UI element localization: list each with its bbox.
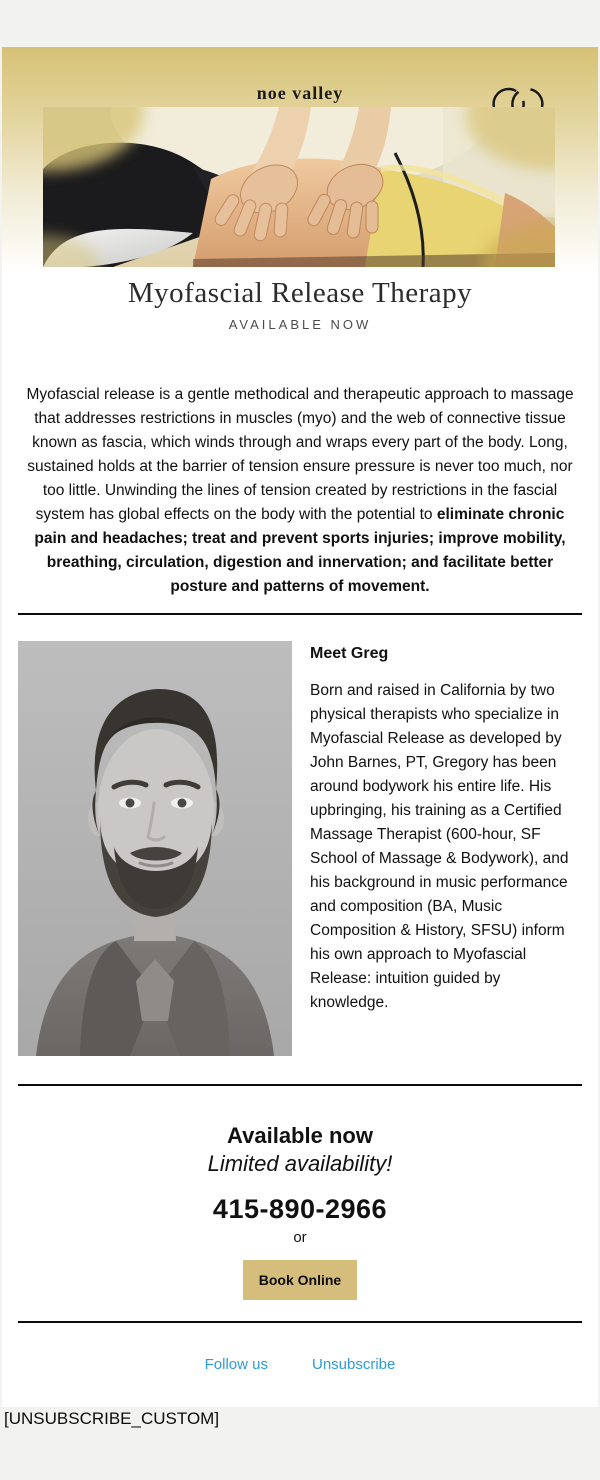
limited-availability-text: Limited availability! (207, 1151, 393, 1176)
book-online-row (2, 1260, 598, 1300)
greg-portrait-photo (18, 641, 292, 1056)
meet-greg-bio: Born and raised in California by two physical therapists who specialize in Myofascial Release as developed by John Barnes, PT, Gregory has been around bodywork his entire life. His upbringing, his training as a Certified Massage Therapist (600-hour, SF School of Massage & Bodywork), and his background in music performance and composition (BA, Music Composition & History, SFSU) inform his own approach to Myofascial Release: intuition guided by knowledge. (310, 682, 569, 1011)
footer-links (2, 1356, 598, 1373)
brand-name: noe valley (256, 83, 344, 103)
unsubscribe-link[interactable]: Unsubscribe (311, 1356, 396, 1373)
page-title: Myofascial Release Therapy (127, 277, 473, 309)
divider (18, 1084, 582, 1086)
intro-text-bold: eliminate chronic pain and headaches; treat and prevent sports injuries; improve mobility, breathing, circulation, digestion and innervation; and facilitate better posture and patterns of movement. (34, 505, 566, 595)
phone-number: 415-890-2966 (212, 1194, 388, 1224)
divider (18, 613, 582, 615)
meet-greg-heading: Meet Greg (310, 645, 389, 662)
massage-photo (43, 107, 555, 267)
or-label: or (293, 1229, 307, 1246)
book-online-button[interactable]: Book Online (243, 1260, 357, 1300)
email-container (2, 47, 598, 1407)
unsubscribe-custom-token: [UNSUBSCRIBE_CUSTOM] (4, 1409, 220, 1428)
divider (18, 1321, 582, 1323)
intro-paragraph (24, 383, 576, 599)
header-banner (2, 47, 598, 275)
available-now-text: Available now (227, 1123, 373, 1148)
intro-text-normal: Myofascial release is a gentle methodical and therapeutic approach to massage that addresses restrictions in muscles (myo) and the web of connective tissue known as fascia, which winds through and wraps every part of the body. Long, sustained holds at the barrier of tension ensure pressure is never too much, nor too little. Unwinding the lines of tension created by restrictions in the fascial system has global effects on the body with the potential to (26, 385, 574, 523)
follow-us-link[interactable]: Follow us (204, 1356, 268, 1373)
page-subtitle: AVAILABLE NOW (228, 317, 372, 332)
